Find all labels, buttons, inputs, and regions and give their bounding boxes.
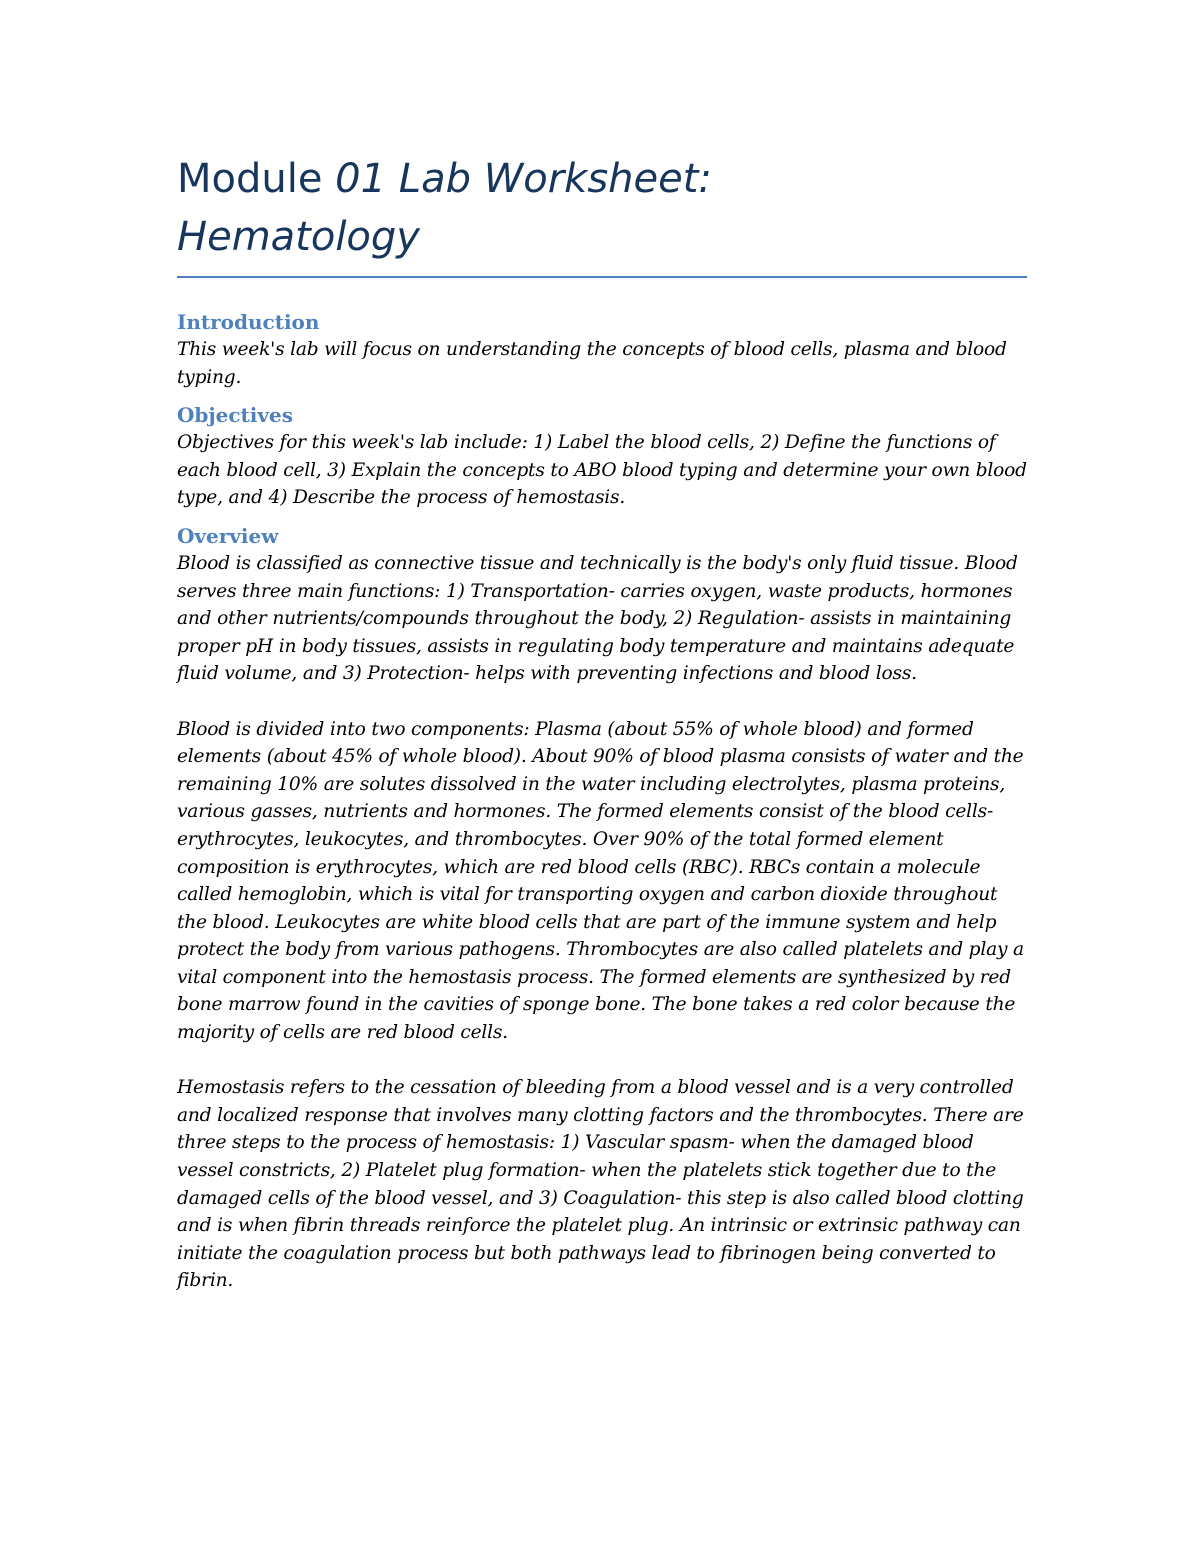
objectives-text: Objectives for this week's lab include: 1) Label the blood cells, 2) Define the functions of each blood cell, 3) Explain the concepts to ABO blood typing and determine your own blood type, and 4) Describe the process of hemostasis. <box>177 432 1027 509</box>
overview-paragraph-2: Blood is divided into two components: Plasma (about 55% of whole blood) and formed elements (about 45% of whole blood). About 90% of blood plasma consists of water and the remaining 10% are solutes dissolved in the water including electrolytes, plasma proteins, various gasses, nutrients and hormones. The formed elements consist of the blood cells- erythrocytes, leukocytes, and thrombocytes. Over 90% of the total formed element composition is erythrocytes, which are red blood cells (RBC). RBCs contain a molecule called hemoglobin, which is vital for transporting oxygen and carbon dioxide throughout the blood. Leukocytes are white blood cells that are part of the immune system and help protect the body from various pathogens. Thrombocytes are also called platelets and play a vital component into the hemostasis process. The formed elements are synthesized by red bone marrow found in the cavities of sponge bone. The bone takes a red color because the majority of cells are red blood cells. <box>177 718 1024 1044</box>
title-line-1-italic: 01 Lab Worksheet: <box>335 156 712 202</box>
title-line-2: Hematology <box>177 214 420 260</box>
title-line-1 <box>177 150 1027 208</box>
overview-heading: Overview <box>177 523 279 548</box>
introduction-text: This week's lab will focus on understanding the concepts of blood cells, plasma and blood typing. <box>177 339 1007 388</box>
title-line-1-plain: Module <box>177 156 336 202</box>
paragraph-spacer <box>177 1047 1027 1075</box>
overview-paragraph-3: Hemostasis refers to the cessation of bleeding from a blood vessel and is a very controlled and localized response that involves many clotting factors and the thrombocytes. There are three steps to the process of hemostasis: 1) Vascular spasm- when the damaged blood vessel constricts, 2) Platelet plug formation- when the platelets stick together due to the damaged cells of the blood vessel, and 3) Coagulation- this step is also called blood clotting and is when fibrin threads reinforce the platelet plug. An intrinsic or extrinsic pathway can initiate the coagulation process but both pathways lead to fibrinogen being converted to fibrin. <box>177 1077 1024 1292</box>
document-page <box>177 150 1027 1295</box>
overview-paragraph-1: Blood is classified as connective tissue and technically is the body's only fluid tissue. Blood serves three main functions: 1) Transportation- carries oxygen, waste products, hormones and other nutrients/compounds throughout the body, 2) Regulation- assists in maintaining proper pH in body tissues, assists in regulating body temperature and maintains adequate fluid volume, and 3) Protection- helps with preventing infections and blood loss. <box>177 552 1018 685</box>
paragraph-spacer <box>177 688 1027 716</box>
objectives-heading: Objectives <box>177 403 293 428</box>
introduction-heading: Introduction <box>177 310 320 334</box>
document-title <box>177 150 1027 278</box>
